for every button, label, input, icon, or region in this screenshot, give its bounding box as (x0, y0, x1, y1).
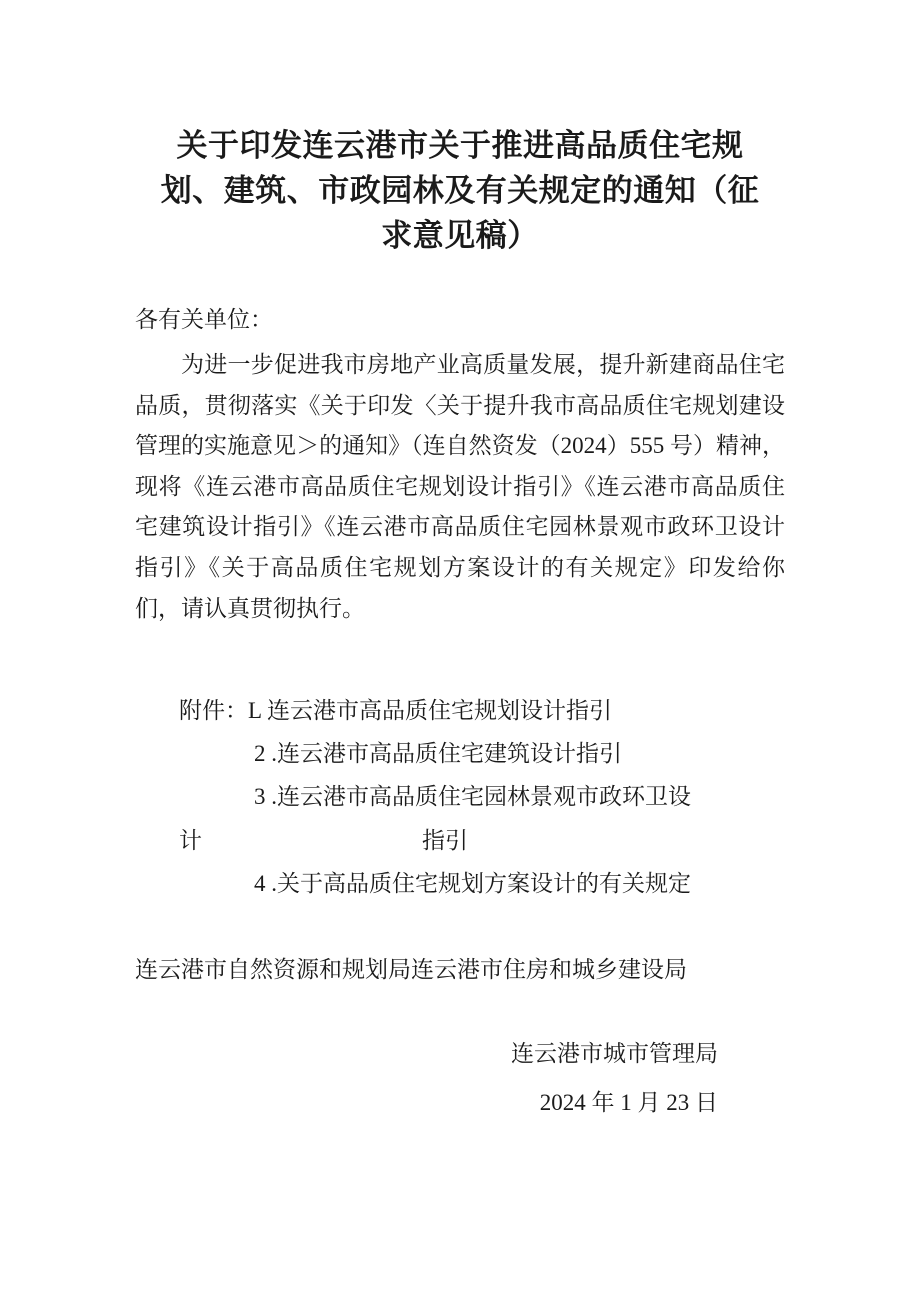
attachment-item-3-cont-center: 指引 (422, 827, 468, 853)
document-content (135, 0, 785, 1301)
body-paragraph: 为进一步促进我市房地产业高质量发展，提升新建商品住宅品质，贯彻落实《关于印发〈关于提升我市高品质住宅规划建设管理的实施意见＞的通知》（连自然资发（2024）555 号）精神，现将《连云港市高品质住宅规划设计指引》《连云港市高品质住宅建筑设计指引》《连云港市高品质住宅园林景观市政环卫设计指引》《关于高品质住宅规划方案设计的有关规定》印发给你们，请认真贯彻执行。 (135, 352, 785, 621)
title-line-3: 求意见稿） (381, 218, 539, 253)
document-date: 2024 年 1 月 23 日 (539, 1090, 718, 1115)
attachment-item-1-text: L 连云港市高品质住宅规划设计指引 (248, 698, 612, 723)
issuing-agencies-line: 连云港市自然资源和规划局连云港市住房和城乡建设局 (135, 957, 687, 982)
title-line-1: 关于印发连云港市关于推进高品质住宅规 (176, 128, 744, 163)
title-line-2: 划、建筑、市政园林及有关规定的通知（征 (160, 173, 760, 208)
attachment-item-3-continuation (135, 819, 785, 862)
attachment-item-3-cont-left: 计 (179, 827, 202, 853)
attachments-label: 附件： (179, 698, 248, 723)
attachment-item-3: 3 .连云港市高品质住宅园林景观市政环卫设 (254, 784, 691, 810)
attachment-item-1 (135, 689, 785, 732)
attachment-item-2: 2 .连云港市高品质住宅建筑设计指引 (254, 741, 622, 767)
attachments-list (135, 689, 785, 905)
document-title (135, 123, 785, 258)
salutation: 各有关单位： (135, 307, 273, 332)
issuing-agency-third: 连云港市城市管理局 (511, 1041, 718, 1066)
attachment-item-4: 4 .关于高品质住宅规划方案设计的有关规定 (254, 870, 691, 896)
